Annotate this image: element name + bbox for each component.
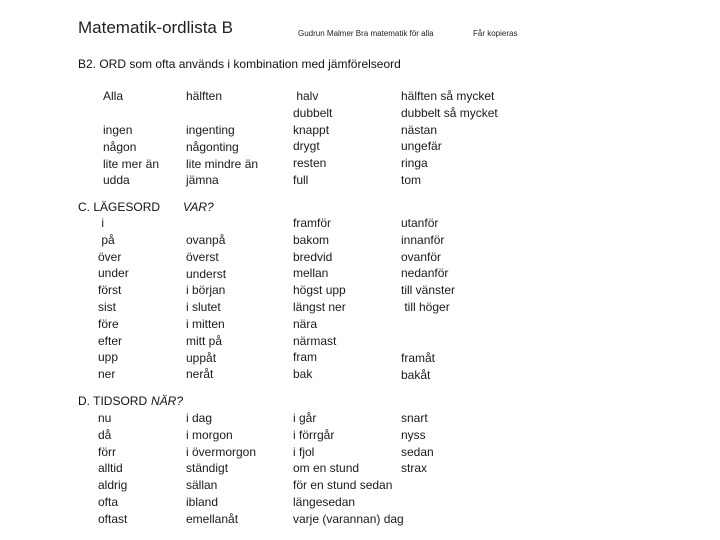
word-item: högst upp bbox=[293, 283, 346, 298]
word-item: före bbox=[98, 316, 119, 331]
word-item: drygt bbox=[293, 139, 320, 154]
word-item: dubbelt så mycket bbox=[401, 105, 498, 120]
word-item: dubbelt bbox=[293, 105, 333, 120]
word-item: sist bbox=[98, 299, 116, 314]
word-item: i fjol bbox=[293, 444, 315, 459]
d-heading: D. TIDSORD bbox=[78, 394, 148, 408]
word-item: i morgon bbox=[186, 427, 233, 442]
c-col3 bbox=[293, 215, 346, 383]
word-item: bakåt bbox=[401, 367, 431, 382]
d-col3 bbox=[293, 410, 404, 528]
word-item: snart bbox=[401, 411, 428, 425]
word-item: ovanpå bbox=[186, 233, 226, 247]
word-item: uppåt bbox=[186, 350, 217, 365]
word-item: sällan bbox=[186, 478, 218, 493]
word-item: till vänster bbox=[401, 283, 456, 298]
b2-g1-col2 bbox=[186, 88, 222, 105]
c-col2 bbox=[186, 232, 226, 383]
word-item: varje (varannan) dag bbox=[293, 511, 404, 526]
word-item: resten bbox=[293, 156, 327, 171]
word-item: sedan bbox=[401, 444, 434, 459]
word-item: strax bbox=[401, 461, 428, 476]
page-title: Matematik-ordlista B bbox=[78, 18, 233, 37]
word-item: fram bbox=[293, 350, 317, 365]
author-credit: Gudrun Malmer Bra matematik för alla bbox=[298, 29, 434, 38]
word-item: bredvid bbox=[293, 249, 333, 264]
word-item: längesedan bbox=[293, 494, 356, 509]
word-item: om en stund bbox=[293, 461, 360, 476]
word-item: ner bbox=[98, 367, 116, 382]
b2-g2-col2 bbox=[186, 122, 258, 189]
word-item: under bbox=[98, 266, 129, 281]
word-item: närmast bbox=[293, 333, 337, 348]
word-item: hälften bbox=[186, 89, 223, 103]
word-item: ingen bbox=[103, 123, 133, 137]
word-item: först bbox=[98, 283, 122, 298]
word-item: i mitten bbox=[186, 316, 225, 331]
word-item: utanför bbox=[401, 216, 439, 230]
c-col4 bbox=[401, 215, 455, 316]
word-item: upp bbox=[98, 350, 119, 365]
word-item: alltid bbox=[98, 461, 123, 476]
b2-heading: B2. ORD som ofta används i kombination med jämförelseord bbox=[78, 57, 401, 71]
d-col2 bbox=[186, 410, 256, 528]
word-item: bak bbox=[293, 367, 313, 382]
word-item: då bbox=[98, 427, 112, 442]
word-item: framför bbox=[293, 216, 332, 230]
word-item: neråt bbox=[186, 367, 214, 382]
copy-note: Får kopieras bbox=[473, 29, 518, 38]
b2-g2-col1 bbox=[103, 122, 159, 189]
word-item: i bbox=[98, 216, 104, 230]
word-item: nedanför bbox=[401, 266, 449, 281]
word-item: ringa bbox=[401, 156, 428, 171]
word-item: hälften så mycket bbox=[401, 89, 495, 103]
c-col4b bbox=[401, 350, 435, 384]
word-item: framåt bbox=[401, 351, 436, 365]
d-col4 bbox=[401, 410, 434, 477]
word-item: jämna bbox=[186, 173, 219, 188]
word-item: ungefär bbox=[401, 139, 442, 154]
c-question: VAR? bbox=[183, 200, 214, 214]
word-item: på bbox=[98, 232, 115, 247]
word-item: i slutet bbox=[186, 300, 221, 315]
word-item: någonting bbox=[186, 139, 239, 154]
b2-g1-col3 bbox=[293, 88, 332, 189]
word-item: ibland bbox=[186, 494, 219, 509]
d-col1 bbox=[98, 410, 127, 528]
word-item: knappt bbox=[293, 122, 330, 137]
word-item: ovanför bbox=[401, 249, 442, 264]
word-item: någon bbox=[103, 139, 137, 154]
c-heading: C. LÄGESORD bbox=[78, 200, 161, 214]
word-item: nyss bbox=[401, 427, 426, 442]
word-item: över bbox=[98, 249, 122, 264]
word-item: innanför bbox=[401, 232, 445, 247]
word-item: i övermorgon bbox=[186, 444, 257, 459]
word-item: i går bbox=[293, 411, 317, 425]
word-item: i början bbox=[186, 283, 226, 298]
word-item: oftast bbox=[98, 511, 128, 526]
word-item: aldrig bbox=[98, 478, 128, 493]
d-question: NÄR? bbox=[151, 394, 184, 408]
word-item: bakom bbox=[293, 232, 330, 247]
word-item: lite mer än bbox=[103, 156, 160, 171]
b2-g1-col4 bbox=[401, 88, 498, 189]
b2-g1-col1 bbox=[103, 88, 123, 105]
word-item: nästan bbox=[401, 122, 438, 137]
word-item: för en stund sedan bbox=[293, 478, 393, 493]
word-item: ständigt bbox=[186, 461, 229, 476]
word-item: ingenting bbox=[186, 123, 235, 137]
word-item: underst bbox=[186, 266, 227, 281]
word-item: udda bbox=[103, 173, 130, 188]
word-item: längst ner bbox=[293, 299, 346, 314]
word-item: överst bbox=[186, 249, 219, 264]
word-item: full bbox=[293, 172, 309, 187]
word-item: lite mindre än bbox=[186, 156, 259, 171]
word-item: till höger bbox=[401, 299, 450, 314]
word-item: förr bbox=[98, 444, 116, 459]
c-col1 bbox=[98, 215, 129, 383]
word-item: tom bbox=[401, 172, 422, 187]
word-item: emellanåt bbox=[186, 511, 239, 526]
word-item: efter bbox=[98, 333, 123, 348]
word-item: i förrgår bbox=[293, 427, 335, 442]
word-item: mitt på bbox=[186, 333, 223, 348]
word-item: halv bbox=[293, 89, 319, 103]
word-item: i dag bbox=[186, 411, 213, 425]
word-item: mellan bbox=[293, 266, 329, 281]
word-item: ofta bbox=[98, 494, 119, 509]
word-item: nära bbox=[293, 316, 318, 331]
word-item: nu bbox=[98, 411, 112, 425]
word-item: Alla bbox=[103, 89, 124, 103]
